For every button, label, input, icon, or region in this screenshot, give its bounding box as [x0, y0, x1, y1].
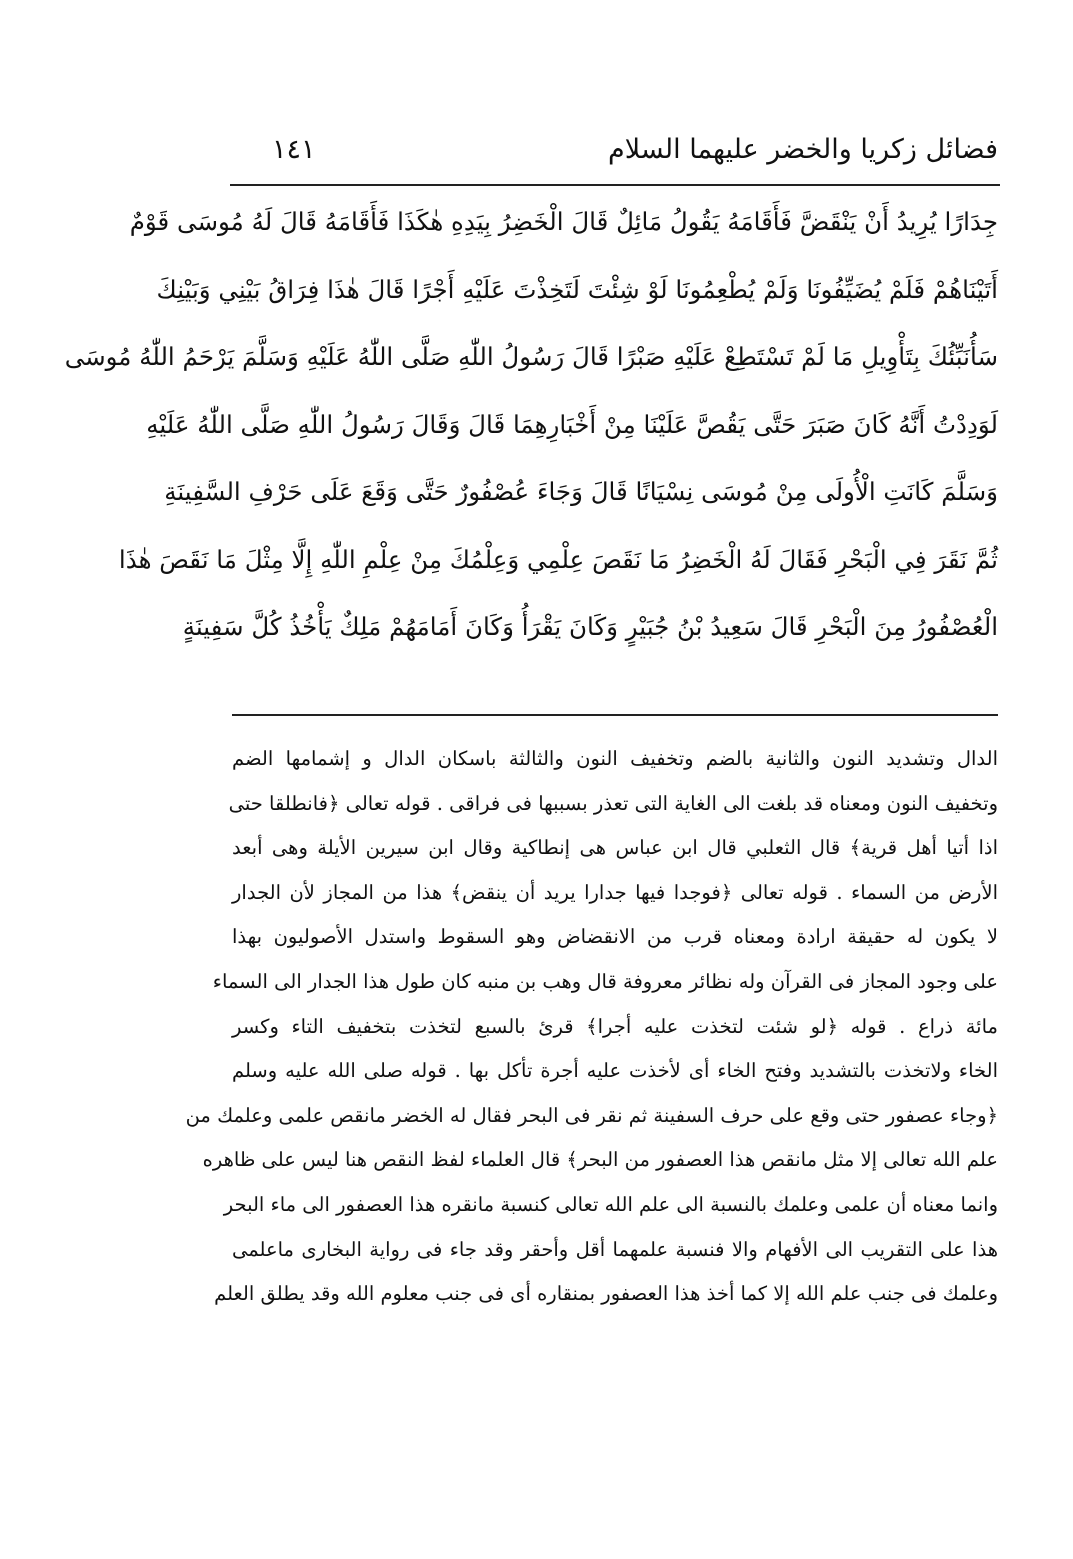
chapter-title: فضائل زكريا والخضر عليهما السلام [608, 134, 998, 165]
commentary-line: وانما معناه أن علمى وعلمك بالنسبة الى علم الله تعالى كنسبة مانقره هذا العصفور الى ماء البحر [223, 1192, 998, 1216]
hadith-line: لَوَدِدْتُ أَنَّهُ كَانَ صَبَرَ حَتَّى يَقُصَّ عَلَيْنَا مِنْ أَخْبَارِهِمَا قَالَ وَقَالَ رَسُولُ اللّٰهِ صَلَّى اللّٰهُ عَلَيْهِ [146, 409, 998, 439]
hadith-line: سَأُنَبِّئُكَ بِتَأْوِيلِ مَا لَمْ تَسْتَطِعْ عَلَيْهِ صَبْرًا قَالَ رَسُولُ اللّٰهِ صَلَّى اللّٰهُ عَلَيْهِ وَسَلَّمَ يَرْحَمُ اللّٰهُ مُوسَى [64, 342, 998, 371]
hadith-line: وَسَلَّمَ كَانَتِ الْأُولَى مِنْ مُوسَى نِسْيَانًا قَالَ وَجَاءَ عُصْفُورٌ حَتَّى وَقَعَ عَلَى حَرْفِ السَّفِينَةِ [164, 477, 998, 506]
hadith-line: أَتَيْنَاهُمْ فَلَمْ يُضَيِّفُونَا وَلَمْ يُطْعِمُونَا لَوْ شِئْتَ لَتَخِذْتَ عَلَيْهِ أَجْرًا قَالَ هٰذَا فِرَاقُ بَيْنِي وَبَيْنِكَ [156, 274, 998, 304]
commentary-line: وتخفيف النون ومعناه قد بلغت الى الغاية التى تعذر بسببها فى فراقى . قوله تعالى ﴿فانطلقا حتى [228, 791, 998, 815]
hadith-line: جِدَارًا يُرِيدُ أَنْ يَنْقَضَّ فَأَقَامَهُ يَقُولُ مَائِلٌ قَالَ الْخَضِرُ بِيَدِهِ هٰكَذَا فَأَقَامَهُ قَالَ لَهُ مُوسَى قَوْمٌ [129, 207, 998, 236]
commentary-line: علم الله تعالى إلا مثل مانقص هذا العصفور من البحر﴾ قال العلماء لفظ النقص هنا ليس على ظاهره [202, 1148, 998, 1172]
commentary-line: الأرض من السماء . قوله تعالى ﴿فوجدا فيها جدارا يريد أن ينقض﴾ هذا من المجاز لأن الجدار [232, 880, 998, 904]
commentary-line: اذا أتيا أهل قرية﴾ قال الثعلبي قال ابن عباس هى إنطاكية وقال ابن سيرين الأيلة وهى أبعد [232, 836, 998, 860]
commentary-line: مائة ذراع . قوله ﴿لو شئت لتخذت عليه أجرا﴾ قرئ بالسبع لتخذت بتخفيف التاء وكسر [232, 1014, 998, 1038]
commentary-line: ﴿وجاء عصفور حتى وقع على حرف السفينة ثم نقر فى البحر فقال له الخضر مانقص علمى وعلمك من [185, 1103, 998, 1127]
hadith-line: ثُمَّ نَقَرَ فِي الْبَحْرِ فَقَالَ لَهُ الْخَضِرُ مَا نَقَصَ عِلْمِي وَعِلْمُكَ مِنْ عِلْمِ اللّٰهِ إِلَّا مِثْلَ مَا نَقَصَ هٰذَا [118, 544, 998, 574]
commentary-line: وعلمك فى جنب علم الله إلا كما أخذ هذا العصفور بمنقاره أى فى جنب معلوم الله وقد يطلق العلم [214, 1282, 998, 1306]
header-rule [230, 184, 1000, 186]
page-number: ١٤١ [272, 134, 316, 165]
commentary-line: على وجود المجاز فى القرآن وله نظائر معروفة قال وهب بن منبه كان طول هذا الجدار الى السماء [212, 969, 998, 993]
page-header [228, 128, 998, 178]
commentary-line: الخاء ولاتخذت بالتشديد وفتح الخاء أى لأخذت عليه أجرة تأكل بها . قوله صلى الله عليه وسلم [232, 1059, 998, 1083]
commentary-line: لا يكون له حقيقة ارادة ومعناه قرب من الانقضاض وهو السقوط واستدل الأصوليون بهذا [232, 925, 998, 949]
commentary-line: الدال وتشديد النون والثانية بالضم وتخفيف النون والثالثة باسكان الدال و إشمامها الضم [232, 747, 998, 770]
hadith-text [64, 188, 998, 661]
separator-rule [232, 714, 998, 716]
commentary-text [185, 737, 998, 1317]
commentary-line: هذا على التقريب الى الأفهام والا فنسبة علمهما أقل وأحقر وقد جاء فى رواية البخارى ماعلمى [232, 1237, 998, 1261]
hadith-line: الْعُصْفُورُ مِنَ الْبَحْرِ قَالَ سَعِيدُ بْنُ جُبَيْرٍ وَكَانَ يَقْرَأُ وَكَانَ أَمَامَهُمْ مَلِكٌ يَأْخُذُ كُلَّ سَفِينَةٍ [182, 612, 998, 641]
